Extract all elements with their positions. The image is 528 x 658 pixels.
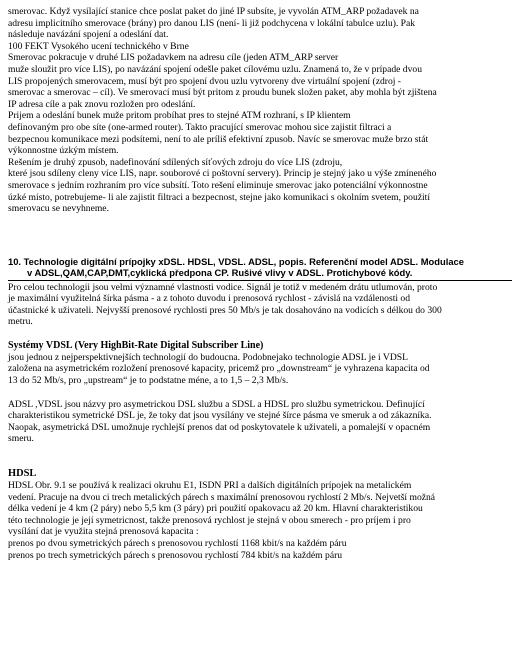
text-line: účastnické k uživateli. Nejvyšší prenosové rychlosti pres 50 Mb/s je tak dosahováno na vodicích s délkou do 300 (8, 304, 442, 316)
hdsl-title: HDSL (8, 468, 37, 480)
section-intro (8, 282, 520, 328)
routing-paragraphs (8, 6, 520, 215)
text-line: HDSL Obr. 9.1 se používá k realizaci okruhu E1, ISDN PRI a dalších digitálních prípojek na metalickém (8, 480, 412, 492)
hdsl-paragraph (8, 480, 520, 561)
blank-space (8, 445, 520, 468)
text-line: metru. (8, 316, 33, 328)
text-line: Rešením je druhý zpusob, nadefinování sdílených síťových zdroju do více LIS (zdroju, (8, 156, 343, 168)
heading-line: v ADSL,QAM,CAP,DMT,cyklická předpona CP. Rušivé vlivy v ADSL. Protichybové kódy. (27, 267, 413, 279)
section-heading (8, 256, 520, 279)
text-line: definovaným pro obe síte (one-armed router). Takto pracující smerovac mohou sice zajistit filtraci a (8, 121, 392, 133)
document-page (8, 6, 520, 561)
text-line: smerovac a smerovac – cíl). Ve smerovací musí být pritom z proudu bunek složen paket, aby mohla být zjištena (8, 87, 437, 99)
text-line: LIS propojených smerovacem, musí být pro spojení dvou uzlu vytvoreny dve virtuální spojení (zdroj - (8, 75, 401, 87)
text-line: je maximální využitelná šírka pásma - a z tohoto duvodu i prenosová rychlost - závislá na vzdálenosti od (8, 293, 411, 305)
text-line: vysílání dat je využita stejná prenosová kapacita : (8, 526, 199, 538)
text-line: IP adresa cíle a pak znovu rozložen pro odeslání. (8, 98, 196, 110)
text-line: 100 FEKT Vysokého ucení technického v Brne (8, 40, 189, 52)
vdsl-paragraph (8, 352, 520, 387)
text-line: úzké místo, potrebujeme- li ale zajistit filtraci a bezpecnost, stejne jako komunikaci s okolním svetem, použití (8, 191, 431, 203)
blank-space (8, 215, 520, 256)
text-line: délka vedení je 4 km (2 páry) nebo 5,5 km (3 páry) pri použití opakovacu až 20 km. Hlavní charakteristikou (8, 503, 423, 515)
text-line: jsou jednou z nejperspektivnejších technologií do budoucna. Podobnejako technologie ADSL je i VDSL (8, 351, 408, 363)
text-line: 13 do 52 Mb/s, pro „upstream“ je to podstatne méne, a to 1,5 – 2,3 Mb/s. (8, 375, 289, 387)
text-line: Smerovac pokracuje v druhé LIS požadavkem na adresu cíle (jeden ATM_ARP server (8, 52, 339, 64)
text-line: založena na asymetrickém rozložení prenosové kapacity, pricemž pro „downstream“ je vyhrazena kapacita od (8, 363, 430, 375)
text-line: Prijem a odeslání bunek muže pritom probíhat pres to stejné ATM rozhraní, s IP klientem (8, 110, 351, 122)
blank-space (8, 387, 520, 399)
text-line: muže sloužit pro více LIS), po navázání spojení odešle paket cílovému uzlu. Znamená to, že v prípade dvou (8, 63, 422, 75)
text-line: vedení. Pracuje na dvou ci trech metalických párech s maximální prenosovou rychlostí 2 Mb/s. Nejvetší možná (8, 491, 436, 503)
text-line: smeru. (8, 433, 34, 445)
text-line: výkonnostne úzkým místem. (8, 145, 119, 157)
text-line: smerovacu se nevyhneme. (8, 203, 109, 215)
text-line: prenos po dvou symetrických párech s prenosovou rychlostí 1168 kbit/s na každém páru (8, 538, 347, 549)
text-line: následuje navázání spojení a odeslání dat. (8, 29, 169, 41)
text-line: charakteristikou symetrické DSL je, že toky dat jsou vysílány ve stejné šírce pásma ve smeruk a od zákazníka. (8, 410, 432, 422)
text-line: této technologie je její symetricnost, takže prenosová rychlost je stejná v obou smerech - pro príjem i pro (8, 514, 411, 526)
text-line: ADSL ,VDSL jsou názvy pro asymetrickou DSL službu a SDSL a HDSL pro službu symetrickou. Definující (8, 398, 425, 410)
dsl-types-paragraph (8, 399, 520, 445)
text-line: smerovace s jedním rozhraním pro více subsítí. Toto rešení eliminuje smerovac jako potenciální výkonnostne (8, 179, 428, 191)
blank-space (8, 328, 520, 340)
text-line: bezpecnou komunikace mezi podsítemi, není to ale príliš efektivní zpusob. Navíc se smerovac muže brzo stát (8, 133, 429, 145)
text-line: Naopak, asymetrická DSL umožnuje rychlejší prenos dat od poskytovatele k uživateli, a pomalejší v opacném (8, 421, 431, 433)
vdsl-title: Systémy VDSL (Very HighBit-Rate Digital Subscriber Line) (8, 339, 264, 351)
heading-line: 10. Technologie digitální prípojky xDSL. HDSL, VDSL. ADSL, popis. Referenční model ADSL. Modulace (8, 255, 464, 267)
text-line: adresu implicitního smerovace (brány) pro danou LIS (není- li již podchycena v lokální tabulce uzlu). Pak (8, 17, 416, 29)
heading-rule (8, 280, 512, 281)
text-line: které jsou sdíleny cleny více LIS, napr. souborové ci poštovní servery). Princip je stejný jako u výše zmíneného (8, 168, 437, 180)
text-line: smerovac. Když vysílající stanice chce poslat paket do jiné IP subsíte, je vyvolán ATM_ARP požadavek na (8, 6, 419, 17)
text-line: Pro celou technologii jsou velmi významné vlastnosti vodice. Signál je totiž v medeném drátu utlumován, proto (8, 281, 438, 293)
text-line: prenos po trech symetrických párech s prenosovou rychlostí 784 kbit/s na každém páru (8, 549, 343, 561)
